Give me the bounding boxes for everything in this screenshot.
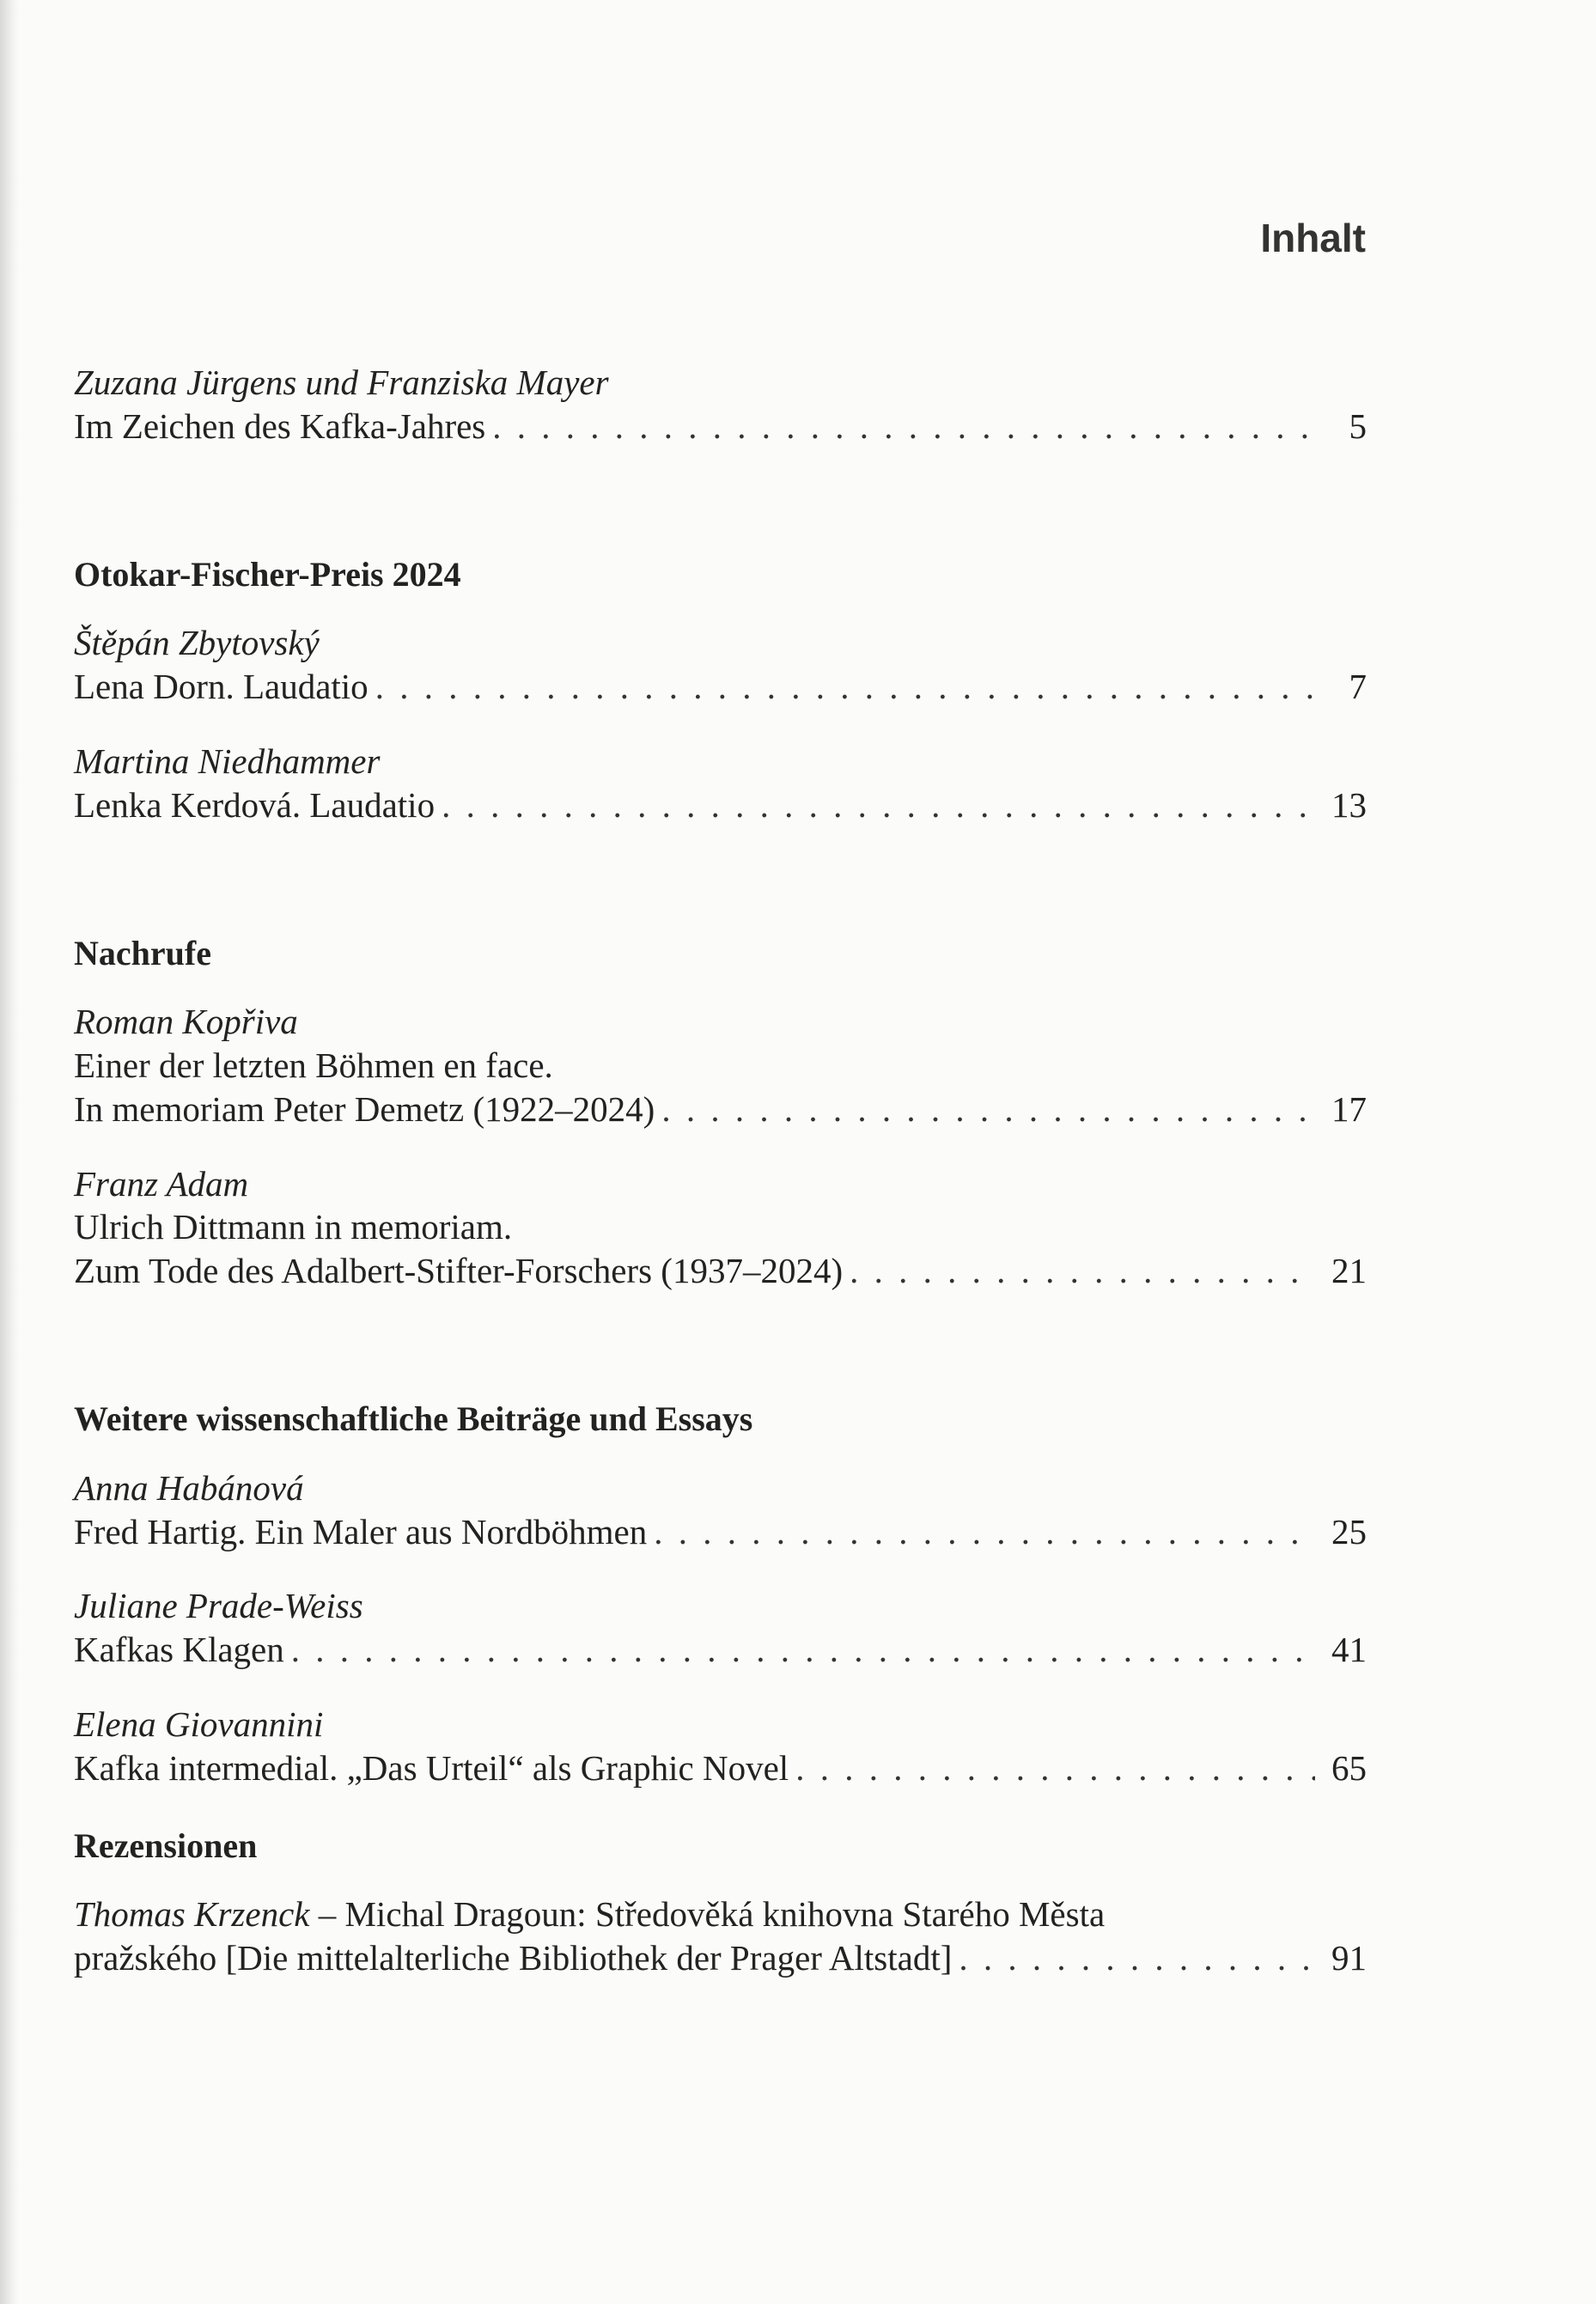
entry-author: Elena Giovannini	[74, 1704, 324, 1745]
entry-line	[74, 1088, 1367, 1131]
entry-line	[74, 1936, 1367, 1980]
toc-section-rezensionen	[74, 1825, 1367, 1980]
entry-page-number: 65	[1331, 1747, 1367, 1788]
entry-author: Thomas Krzenck	[74, 1894, 310, 1935]
entry-page-number: 17	[1331, 1088, 1367, 1129]
entry-title-line1: – Michal Dragoun: Středověká knihovna Starého Města	[309, 1894, 1106, 1935]
entry-page-number: 21	[1331, 1251, 1367, 1291]
toc-entry	[74, 621, 1367, 709]
entry-first-line	[74, 1893, 1367, 1936]
section-heading: Nachrufe	[74, 933, 211, 972]
entry-title-line1: Einer der letzten Böhmen en face.	[74, 1045, 553, 1085]
toc-entry	[74, 1000, 1367, 1131]
entry-title: pražského [Die mittelalterliche Bibliothek der Prager Altstadt]	[74, 1938, 953, 1978]
entry-title: In memoriam Peter Demetz (1922–2024)	[74, 1088, 655, 1129]
page-edge-shadow	[0, 0, 19, 2304]
dot-leader	[291, 1628, 1315, 1672]
entry-title-line1: Ulrich Dittmann in memoriam.	[74, 1207, 513, 1247]
entry-line	[74, 405, 1367, 448]
entry-line	[74, 665, 1367, 709]
section-heading: Otokar-Fischer-Preis 2024	[74, 554, 461, 594]
dot-leader	[959, 1936, 1315, 1980]
section-heading: Rezensionen	[74, 1826, 258, 1865]
entry-author: Juliane Prade-Weiss	[74, 1586, 363, 1626]
toc-section-weitere-beitraege	[74, 1398, 1367, 1790]
entry-title: Kafka intermedial. „Das Urteil“ als Graphic Novel	[74, 1747, 789, 1788]
toc-entry	[74, 1584, 1367, 1672]
entry-line	[74, 1510, 1367, 1554]
entry-author: Martina Niedhammer	[74, 741, 381, 781]
entry-title: Fred Hartig. Ein Maler aus Nordböhmen	[74, 1511, 648, 1551]
toc-entry	[74, 1162, 1367, 1293]
dot-leader	[795, 1746, 1315, 1790]
section-heading: Weitere wissenschaftliche Beiträge und Essays	[74, 1399, 753, 1439]
entry-author: Štěpán Zbytovský	[74, 623, 320, 663]
toc-section-otokar-fischer-preis	[74, 553, 1367, 827]
entry-page-number: 41	[1331, 1630, 1367, 1670]
entry-author: Anna Habánová	[74, 1467, 304, 1508]
entry-author: Roman Kopřiva	[74, 1002, 298, 1042]
toc-entry	[74, 1466, 1367, 1554]
entry-line	[74, 783, 1367, 827]
dot-leader	[492, 405, 1315, 448]
entry-page-number: 13	[1331, 784, 1367, 825]
dot-leader	[850, 1249, 1315, 1293]
entry-page-number: 5	[1349, 405, 1367, 446]
entry-line	[74, 1746, 1367, 1790]
toc-entry-intro	[74, 361, 1367, 448]
toc-heading: Inhalt	[1260, 216, 1366, 260]
entry-title: Lena Dorn. Laudatio	[74, 667, 369, 707]
dot-leader	[375, 665, 1315, 709]
entry-author: Zuzana Jürgens und Franziska Mayer	[74, 363, 609, 402]
entry-title: Zum Tode des Adalbert-Stifter-Forschers (1937–2024)	[74, 1251, 844, 1291]
entry-line	[74, 1628, 1367, 1672]
table-of-contents	[74, 361, 1367, 2011]
entry-page-number: 7	[1349, 667, 1367, 707]
toc-entry	[74, 1893, 1367, 1980]
entry-page-number: 91	[1331, 1938, 1367, 1978]
entry-title: Im Zeichen des Kafka-Jahres	[74, 405, 486, 446]
entry-title: Kafkas Klagen	[74, 1630, 284, 1670]
dot-leader	[661, 1088, 1315, 1131]
dot-leader	[442, 783, 1315, 827]
entry-author: Franz Adam	[74, 1163, 249, 1204]
entry-page-number: 25	[1331, 1511, 1367, 1551]
toc-section-nachrufe	[74, 932, 1367, 1294]
entry-line	[74, 1249, 1367, 1293]
toc-entry	[74, 1703, 1367, 1790]
dot-leader	[654, 1510, 1315, 1554]
entry-title: Lenka Kerdová. Laudatio	[74, 784, 436, 825]
toc-entry	[74, 740, 1367, 827]
